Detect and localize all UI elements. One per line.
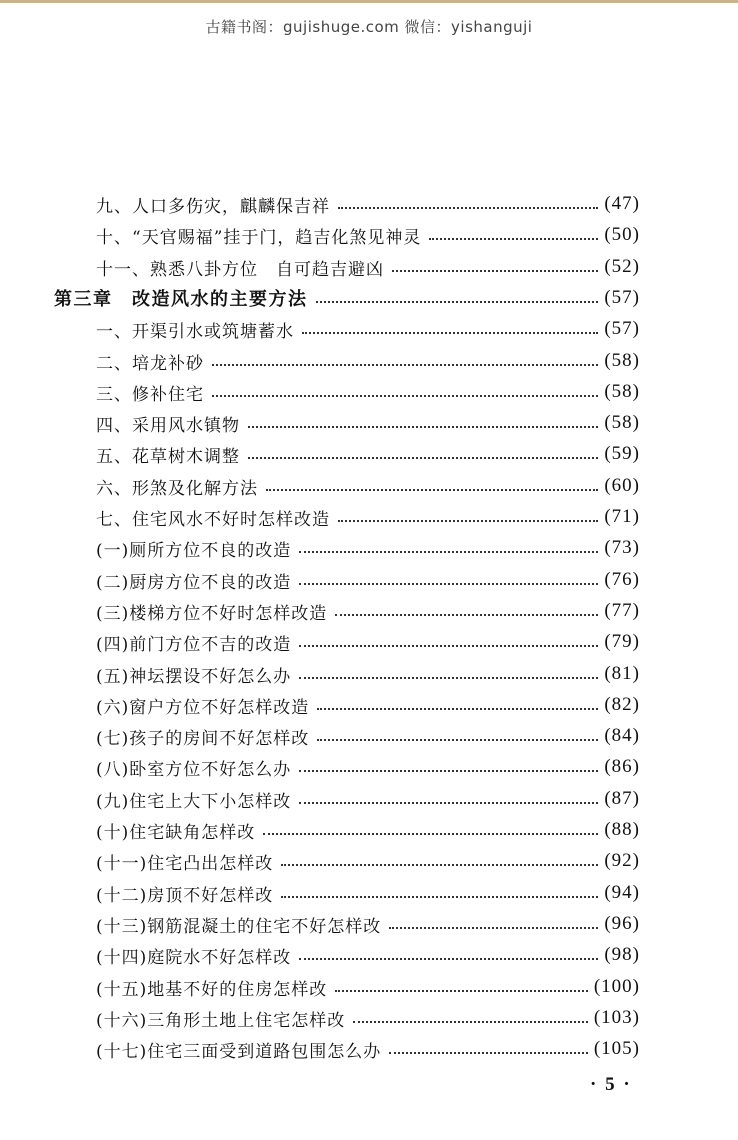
toc-entry-title: 三、修补住宅 bbox=[96, 384, 204, 405]
toc-entry-title: 十、“天官赐福”挂于门，趋吉化煞见神灵 bbox=[96, 227, 422, 248]
toc-entry bbox=[96, 408, 640, 438]
toc-entry bbox=[96, 314, 640, 344]
toc-entry bbox=[96, 752, 640, 782]
toc-entry-title: 四、采用风水镇物 bbox=[96, 415, 240, 436]
toc-entry bbox=[96, 972, 640, 1002]
toc-entry-title: 五、花草树木调整 bbox=[96, 446, 240, 467]
dot-leader bbox=[281, 864, 598, 866]
dot-leader bbox=[281, 896, 598, 898]
toc-entry-title: 二、培龙补砂 bbox=[96, 353, 204, 374]
toc-entry-title: (十六)三角形土地上住宅怎样改 bbox=[96, 1010, 346, 1031]
toc-entry-page: (58) bbox=[604, 381, 640, 402]
dot-leader bbox=[248, 426, 598, 428]
toc-entry-page: (60) bbox=[604, 475, 640, 496]
dot-leader bbox=[353, 1021, 588, 1023]
toc-entry bbox=[96, 815, 640, 845]
dot-leader bbox=[302, 332, 598, 334]
toc-entry bbox=[96, 189, 640, 219]
page-number: · 5 · bbox=[590, 1074, 632, 1095]
toc-entry bbox=[96, 346, 640, 376]
toc-entry-title: (四)前门方位不吉的改造 bbox=[96, 634, 292, 655]
toc-entry bbox=[96, 596, 640, 626]
toc-entry bbox=[96, 565, 640, 595]
toc-entry bbox=[96, 471, 640, 501]
toc-chapter-entry bbox=[54, 283, 640, 313]
top-border bbox=[0, 0, 738, 3]
toc-entry bbox=[96, 1003, 640, 1033]
dot-leader bbox=[248, 457, 598, 459]
toc-entry-title: (七)孩子的房间不好怎样改 bbox=[96, 728, 310, 749]
toc-entry-title: (六)窗户方位不好怎样改造 bbox=[96, 697, 310, 718]
dot-leader bbox=[335, 990, 588, 992]
toc-entry-title: 一、开渠引水或筑塘蓄水 bbox=[96, 321, 294, 342]
toc-entry bbox=[96, 940, 640, 970]
toc-entry-title: 七、住宅风水不好时怎样改造 bbox=[96, 509, 330, 530]
toc-entry bbox=[96, 690, 640, 720]
toc-entry-title: (十四)庭院水不好怎样改 bbox=[96, 947, 292, 968]
dot-leader bbox=[299, 677, 598, 679]
toc-entry-title: (十)住宅缺角怎样改 bbox=[96, 822, 256, 843]
toc-entry-page: (52) bbox=[604, 256, 640, 277]
toc-entry-title: (三)楼梯方位不好时怎样改造 bbox=[96, 603, 328, 624]
toc-entry-title: (二)厨房方位不良的改造 bbox=[96, 572, 292, 593]
toc-entry-page: (98) bbox=[604, 944, 640, 965]
toc-entry-page: (79) bbox=[604, 631, 640, 652]
watermark-text: 古籍书阁：gujishuge.com 微信：yishanguji bbox=[205, 18, 533, 36]
toc-entry-page: (105) bbox=[593, 1038, 640, 1059]
toc-entry bbox=[96, 627, 640, 657]
toc-entry-title: 第三章 改造风水的主要方法 bbox=[54, 289, 308, 310]
toc-entry-page: (84) bbox=[604, 725, 640, 746]
toc-entry-title: 九、人口多伤灾，麒麟保吉祥 bbox=[96, 196, 330, 217]
toc-entry-page: (57) bbox=[604, 318, 640, 339]
dot-leader bbox=[299, 770, 598, 772]
toc-entry bbox=[96, 533, 640, 563]
toc-entry-page: (100) bbox=[593, 976, 640, 997]
toc-entry-page: (76) bbox=[604, 569, 640, 590]
dot-leader bbox=[299, 802, 598, 804]
toc-entry-page: (87) bbox=[604, 788, 640, 809]
dot-leader bbox=[263, 833, 598, 835]
dot-leader bbox=[335, 614, 598, 616]
toc-entry-page: (82) bbox=[604, 694, 640, 715]
toc-entry-page: (77) bbox=[604, 600, 640, 621]
toc-entry bbox=[96, 439, 640, 469]
dot-leader bbox=[299, 583, 598, 585]
dot-leader bbox=[392, 270, 598, 272]
dot-leader bbox=[212, 395, 598, 397]
toc-entry-page: (47) bbox=[604, 193, 640, 214]
toc-entry-title: 十一、熟悉八卦方位 自可趋吉避凶 bbox=[96, 259, 384, 280]
toc-entry-page: (88) bbox=[604, 819, 640, 840]
toc-entry-title: (十三)钢筋混凝土的住宅不好怎样改 bbox=[96, 916, 382, 937]
dot-leader bbox=[317, 739, 598, 741]
dot-leader bbox=[317, 708, 598, 710]
dot-leader bbox=[338, 520, 598, 522]
toc-entry-page: (92) bbox=[604, 850, 640, 871]
toc-entry-page: (59) bbox=[604, 443, 640, 464]
toc-entry-page: (50) bbox=[604, 224, 640, 245]
toc-entry-title: (五)神坛摆设不好怎么办 bbox=[96, 666, 292, 687]
toc-entry bbox=[96, 502, 640, 532]
dot-leader bbox=[299, 645, 598, 647]
toc-entry-title: (九)住宅上大下小怎样改 bbox=[96, 791, 292, 812]
toc-entry-page: (71) bbox=[604, 506, 640, 527]
dot-leader bbox=[212, 364, 598, 366]
dot-leader bbox=[389, 1052, 588, 1054]
toc-entry bbox=[96, 1034, 640, 1064]
dot-leader bbox=[338, 207, 598, 209]
toc-entry-title: (八)卧室方位不好怎么办 bbox=[96, 759, 292, 780]
toc-entry bbox=[96, 659, 640, 689]
toc-entry bbox=[96, 878, 640, 908]
toc-entry-page: (58) bbox=[604, 350, 640, 371]
dot-leader bbox=[316, 301, 599, 303]
toc-entry-page: (94) bbox=[604, 882, 640, 903]
dot-leader bbox=[389, 927, 598, 929]
toc-entry bbox=[96, 909, 640, 939]
dot-leader bbox=[299, 551, 598, 553]
toc-entry-page: (81) bbox=[604, 663, 640, 684]
toc-entry-page: (57) bbox=[604, 287, 640, 308]
dot-leader bbox=[429, 238, 598, 240]
dot-leader bbox=[299, 958, 598, 960]
toc-entry bbox=[96, 721, 640, 751]
toc-entry-page: (86) bbox=[604, 756, 640, 777]
toc-entry-title: 六、形煞及化解方法 bbox=[96, 478, 258, 499]
toc-entry-title: (十一)住宅凸出怎样改 bbox=[96, 853, 274, 874]
toc-entry-title: (十二)房顶不好怎样改 bbox=[96, 885, 274, 906]
toc-entry bbox=[96, 252, 640, 282]
toc-entry-title: (十七)住宅三面受到道路包围怎么办 bbox=[96, 1041, 382, 1062]
toc-entry-title: (一)厕所方位不良的改造 bbox=[96, 540, 292, 561]
toc-entry-page: (73) bbox=[604, 537, 640, 558]
toc-entry-page: (58) bbox=[604, 412, 640, 433]
toc-entry bbox=[96, 377, 640, 407]
toc-entry bbox=[96, 784, 640, 814]
toc-entry-page: (96) bbox=[604, 913, 640, 934]
dot-leader bbox=[266, 489, 598, 491]
toc-entry bbox=[96, 220, 640, 250]
toc-entry-title: (十五)地基不好的住房怎样改 bbox=[96, 979, 328, 1000]
toc-entry-page: (103) bbox=[593, 1007, 640, 1028]
toc-entry bbox=[96, 846, 640, 876]
